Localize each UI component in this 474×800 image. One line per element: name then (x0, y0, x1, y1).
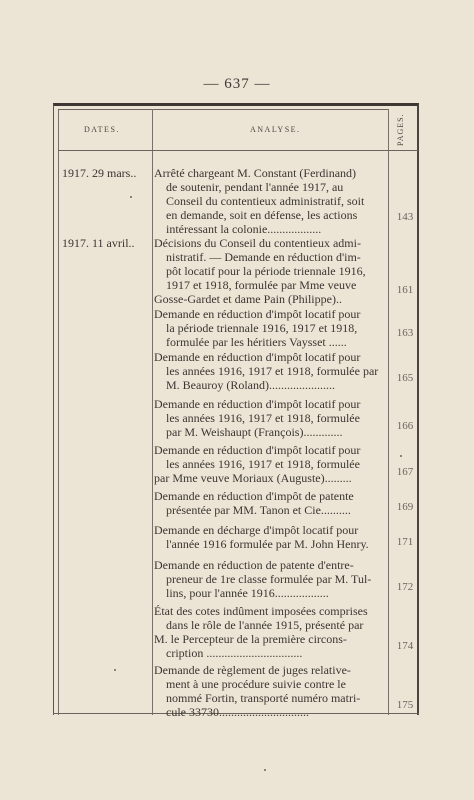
entry-line: M. le Percepteur de la première circons- (154, 632, 347, 646)
entry-page: 161 (396, 284, 414, 296)
entry-analysis (154, 663, 384, 719)
entry-line: cription ................................ (166, 646, 303, 660)
entry-analysis (154, 350, 384, 392)
entry-line: nistratif. — Demande en réduction d'im- (166, 250, 361, 264)
entry-line: preneur de 1re classe formulée par M. Tul- (166, 572, 372, 586)
entry-line: présentée par MM. Tanon et Cie.......... (166, 503, 351, 517)
entry-analysis (154, 443, 384, 485)
entry-line: Demande en réduction d'impôt locatif pour (154, 350, 361, 364)
entry-analysis (154, 236, 384, 306)
dates-column-rule (152, 109, 153, 715)
entry-line: Demande en réduction d'impôt locatif pour (154, 443, 361, 457)
entry-line: Arrêté chargeant M. Constant (Ferdinand) (154, 166, 357, 180)
entry-line: dans le rôle de l'année 1915, présenté par (166, 618, 364, 632)
page-number: — 637 — (203, 76, 271, 92)
entry-line: ment à une procédure suivie contre le (166, 677, 346, 691)
entry-analysis (154, 397, 384, 439)
entry-line: par Mme veuve Moriaux (Auguste)......... (154, 471, 352, 485)
entry-line: Décisions du Conseil du contentieux admi- (154, 236, 361, 250)
table-inner-top-rule (58, 109, 388, 110)
entry-analysis (154, 523, 384, 551)
entry-line: formulée par les héritiers Vaysset ...... (166, 335, 347, 349)
entry-line: la période triennale 1916, 1917 et 1918, (166, 321, 358, 335)
entry-page: 172 (396, 581, 414, 593)
entry-line: Demande en réduction d'impôt locatif pour (154, 307, 361, 321)
print-speck (400, 455, 402, 457)
entry-line: en demande, soit en défense, les actions (166, 208, 358, 222)
entry-page: 169 (396, 501, 414, 513)
entry-page: 163 (396, 327, 414, 339)
entry-date: 1917. 11 avril.. (62, 236, 135, 250)
entry-page: 174 (396, 640, 414, 652)
entry-line: Gosse-Gardet et dame Pain (Philippe).. (154, 292, 342, 306)
entry-analysis (154, 166, 384, 236)
entry-page: 175 (396, 699, 414, 711)
entry-page: 171 (396, 536, 414, 548)
entry-line: les années 1916, 1917 et 1918, formulée (166, 457, 360, 471)
entry-line: État des cotes indûment imposées comprises (154, 604, 368, 618)
entry-line: Conseil du contentieux administratif, soit (166, 194, 365, 208)
entry-line: Demande de règlement de juges relative- (154, 663, 351, 677)
entry-line: intéressant la colonie.................. (166, 222, 322, 236)
entry-page: 143 (396, 211, 414, 223)
entry-line: par M. Weishaupt (François)............. (166, 425, 343, 439)
entry-line: Demande en réduction d'impôt locatif pour (154, 397, 361, 411)
entry-line: 1917 et 1918, formulée par Mme veuve (166, 278, 357, 292)
entry-line: nommé Fortin, transporté numéro matri- (166, 691, 361, 705)
entry-line: les années 1916, 1917 et 1918, formulée (166, 411, 360, 425)
entry-analysis (154, 307, 384, 349)
print-speck (130, 196, 132, 198)
header-analyse: ANALYSE. (250, 125, 301, 134)
entry-line: cule 33730.............................. (166, 705, 309, 719)
entry-line: pôt locatif pour la période triennale 1916, (166, 264, 366, 278)
entry-page: 167 (396, 466, 414, 478)
entry-line: Demande en réduction de patente d'entre- (154, 558, 354, 572)
entry-line: de soutenir, pendant l'année 1917, au (166, 180, 344, 194)
entry-page: 166 (396, 420, 414, 432)
print-speck (264, 769, 266, 771)
header-pages: PAGES. (396, 113, 405, 147)
entry-line: M. Beauroy (Roland)...................... (166, 378, 335, 392)
entry-line: Demande en réduction d'impôt de patente (154, 489, 354, 503)
entry-page: 165 (396, 372, 414, 384)
pages-column-rule (388, 109, 389, 715)
entry-analysis (154, 489, 384, 517)
entry-line: Demande en décharge d'impôt locatif pour (154, 523, 359, 537)
dates-column-left-rule (58, 109, 59, 715)
header-rule (58, 150, 418, 151)
entry-line: l'année 1916 formulée par M. John Henry. (166, 537, 369, 551)
entry-analysis (154, 604, 384, 660)
entry-line: lins, pour l'année 1916.................. (166, 586, 329, 600)
entry-date: 1917. 29 mars.. (62, 166, 137, 180)
print-speck (114, 669, 116, 671)
entry-analysis (154, 558, 384, 600)
entry-line: les années 1916, 1917 et 1918, formulée par (166, 364, 379, 378)
header-dates: DATES. (84, 125, 120, 134)
